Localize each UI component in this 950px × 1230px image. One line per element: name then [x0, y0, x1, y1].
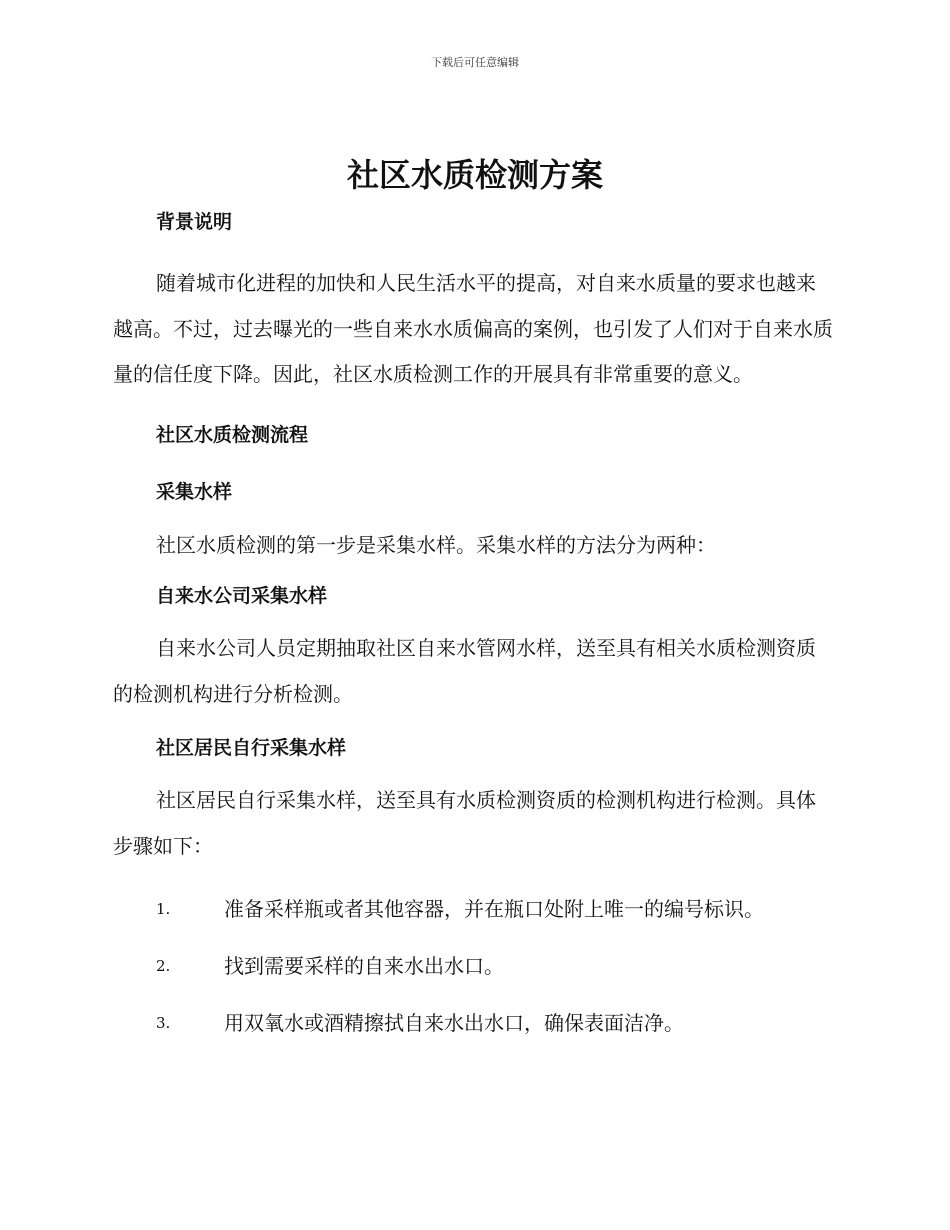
- list-text: 找到需要采样的自来水出水口。: [224, 953, 504, 978]
- document-title: 社区水质检测方案: [346, 156, 603, 194]
- background-heading: 背景说明: [156, 211, 233, 233]
- list-number: 3.: [156, 1013, 171, 1032]
- list-item: [113, 951, 833, 1008]
- list-text: 用双氧水或酒精擦拭自来水出水口，确保表面洁净。: [224, 1010, 684, 1035]
- sampling-paragraph: 社区水质检测的第一步是采集水样。采集水样的方法分为两种：: [156, 533, 716, 558]
- list-item: [113, 894, 833, 951]
- list-number: 1.: [156, 899, 171, 918]
- company-sampling-heading: 自来水公司采集水样: [156, 584, 328, 607]
- background-paragraph: 随着城市化进程的加快和人民生活水平的提高，对自来水质量的要求也越来越高。不过，过去曝光的一些自来水水质偏高的案例，也引发了人们对于自来水质量的信任度下降。因此，社区水质检测工作的开展具有非常重要的意义。: [113, 271, 833, 387]
- list-text: 准备采样瓶或者其他容器，并在瓶口处附上唯一的编号标识。: [224, 896, 764, 921]
- process-heading: 社区水质检测流程: [156, 424, 309, 447]
- list-number: 2.: [156, 956, 171, 975]
- steps-list: [113, 894, 833, 1065]
- page-header-note: 下载后可任意编辑: [431, 56, 519, 69]
- document-body: [113, 206, 833, 1065]
- resident-sampling-paragraph: 社区居民自行采集水样，送至具有水质检测资质的检测机构进行检测。具体步骤如下：: [113, 788, 816, 858]
- company-sampling-paragraph: 自来水公司人员定期抽取社区自来水管网水样，送至具有相关水质检测资质的检测机构进行分析检测。: [113, 635, 816, 706]
- list-item: [113, 1008, 833, 1065]
- sampling-heading: 采集水样: [156, 481, 233, 504]
- resident-sampling-heading: 社区居民自行采集水样: [156, 737, 347, 760]
